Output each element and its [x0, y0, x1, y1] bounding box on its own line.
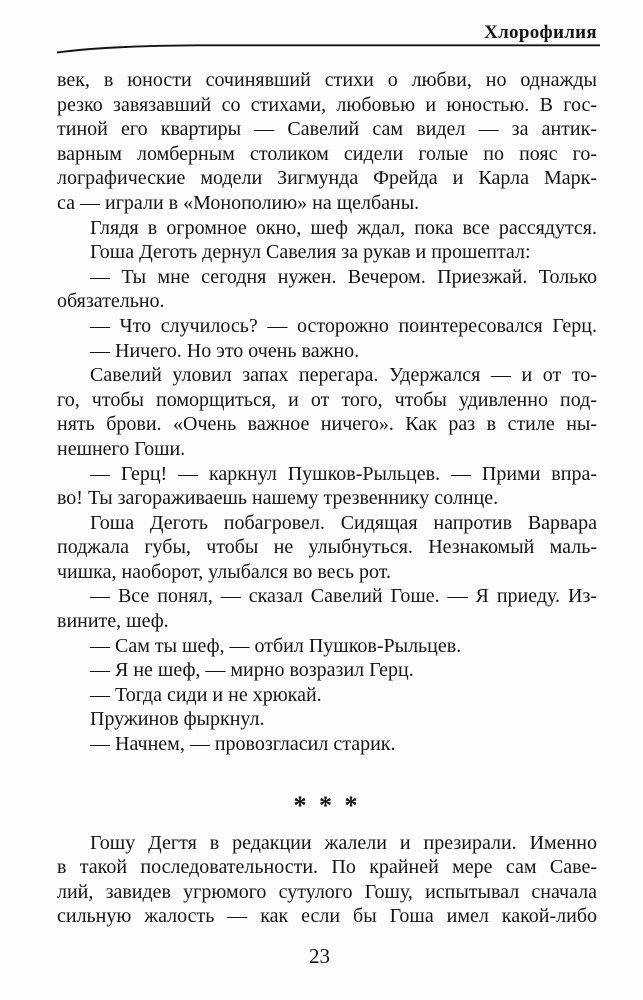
text-line: — Сам ты шеф, — отбил Пушков-Рыльцев. — [90, 634, 462, 657]
paragraph — [57, 216, 597, 241]
header-rule — [57, 44, 600, 54]
text-column — [57, 0, 597, 929]
text-line: — Тогда сиди и не хрюкай. — [90, 683, 322, 706]
paragraph — [57, 511, 597, 585]
text-line: резко завязавший со стихами, любовью и юностью. В гос- — [57, 93, 597, 116]
paragraph — [57, 584, 597, 633]
paragraph — [57, 339, 597, 364]
text-line: Гоша Деготь дернул Савелия за рукав и прошептал: — [90, 241, 531, 264]
paragraph — [57, 683, 597, 708]
paragraph — [57, 831, 597, 929]
paragraph — [57, 634, 597, 659]
text-line: — Начнем, — провозгласил старик. — [90, 733, 396, 756]
text-line: — Я не шеф, — мирно возразил Герц. — [90, 659, 414, 682]
paragraph — [57, 314, 597, 339]
text-line: са — играли в «Монополию» на щелбаны. — [57, 191, 420, 214]
section-break: * * * — [293, 790, 361, 820]
text-line: нешнего Гоши. — [57, 437, 186, 460]
text-line: варным ломберным столиком сидели голые по пояс го- — [57, 142, 597, 165]
text-line: во! Ты загораживаешь нашему трезвеннику солнце. — [57, 487, 499, 510]
text-line: Пружинов фыркнул. — [90, 708, 265, 731]
text-line: — Ничего. Но это очень важно. — [90, 339, 360, 362]
text-line: — Герц! — каркнул Пушков-Рыльцев. — Прими впра- — [90, 462, 597, 485]
paragraph — [57, 462, 597, 511]
text-line: — Что случилось? — осторожно поинтересовался Герц. — [90, 314, 597, 337]
text-line: — Все понял, — сказал Савелий Гоше. — Я приеду. Из- — [90, 585, 597, 608]
text-line: нять брови. «Очень важное ничего». Как раз в стиле ны- — [57, 413, 597, 436]
text-line: век, в юности сочинявший стихи о любви, но однажды — [57, 69, 597, 91]
paragraph — [57, 363, 597, 461]
text-line: го, чтобы поморщиться, и от того, чтобы удивленно под- — [57, 388, 597, 411]
text-line: — Ты мне сегодня нужен. Вечером. Приезжай. Только — [90, 265, 597, 288]
text-line: Глядя в огромное окно, шеф ждал, пока все рассядутся. — [90, 216, 597, 239]
text-line: лографические модели Зигмунда Фрейда и Карла Марк- — [57, 167, 597, 190]
paragraph — [57, 240, 597, 265]
paragraph — [57, 265, 597, 314]
text-line: чишка, наоборот, улыбался во весь рот. — [57, 560, 391, 583]
page-number: 23 — [309, 944, 330, 968]
paragraph — [57, 707, 597, 732]
text-line: Гоша Деготь побагровел. Сидящая напротив Варвара — [90, 511, 597, 534]
paragraph — [57, 732, 597, 757]
text-line: вините, шеф. — [57, 610, 169, 633]
text-line: в такой последовательности. По крайней мере сам Саве- — [57, 856, 597, 879]
text-line: Савелий уловил запах перегара. Удержался — и от то- — [90, 364, 597, 387]
text-line: обязательно. — [57, 290, 165, 313]
text-line: лий, завидев угрюмого сутулого Гошу, испытывал сначала — [57, 880, 597, 903]
text-line: поджала губы, чтобы не улыбнуться. Незнакомый маль- — [57, 536, 597, 559]
paragraph — [57, 658, 597, 683]
paragraph — [57, 68, 597, 216]
text-line: Гошу Дегтя в редакции жалели и презирали. Именно — [90, 831, 597, 854]
running-header-title: Хлорофилия — [484, 22, 597, 43]
body-text — [57, 68, 597, 929]
text-line: тиной его квартиры — Савелий сам видел — за антик- — [57, 118, 597, 141]
text-line: сильную жалость — как если бы Гоша имел какой-либо — [57, 905, 597, 928]
